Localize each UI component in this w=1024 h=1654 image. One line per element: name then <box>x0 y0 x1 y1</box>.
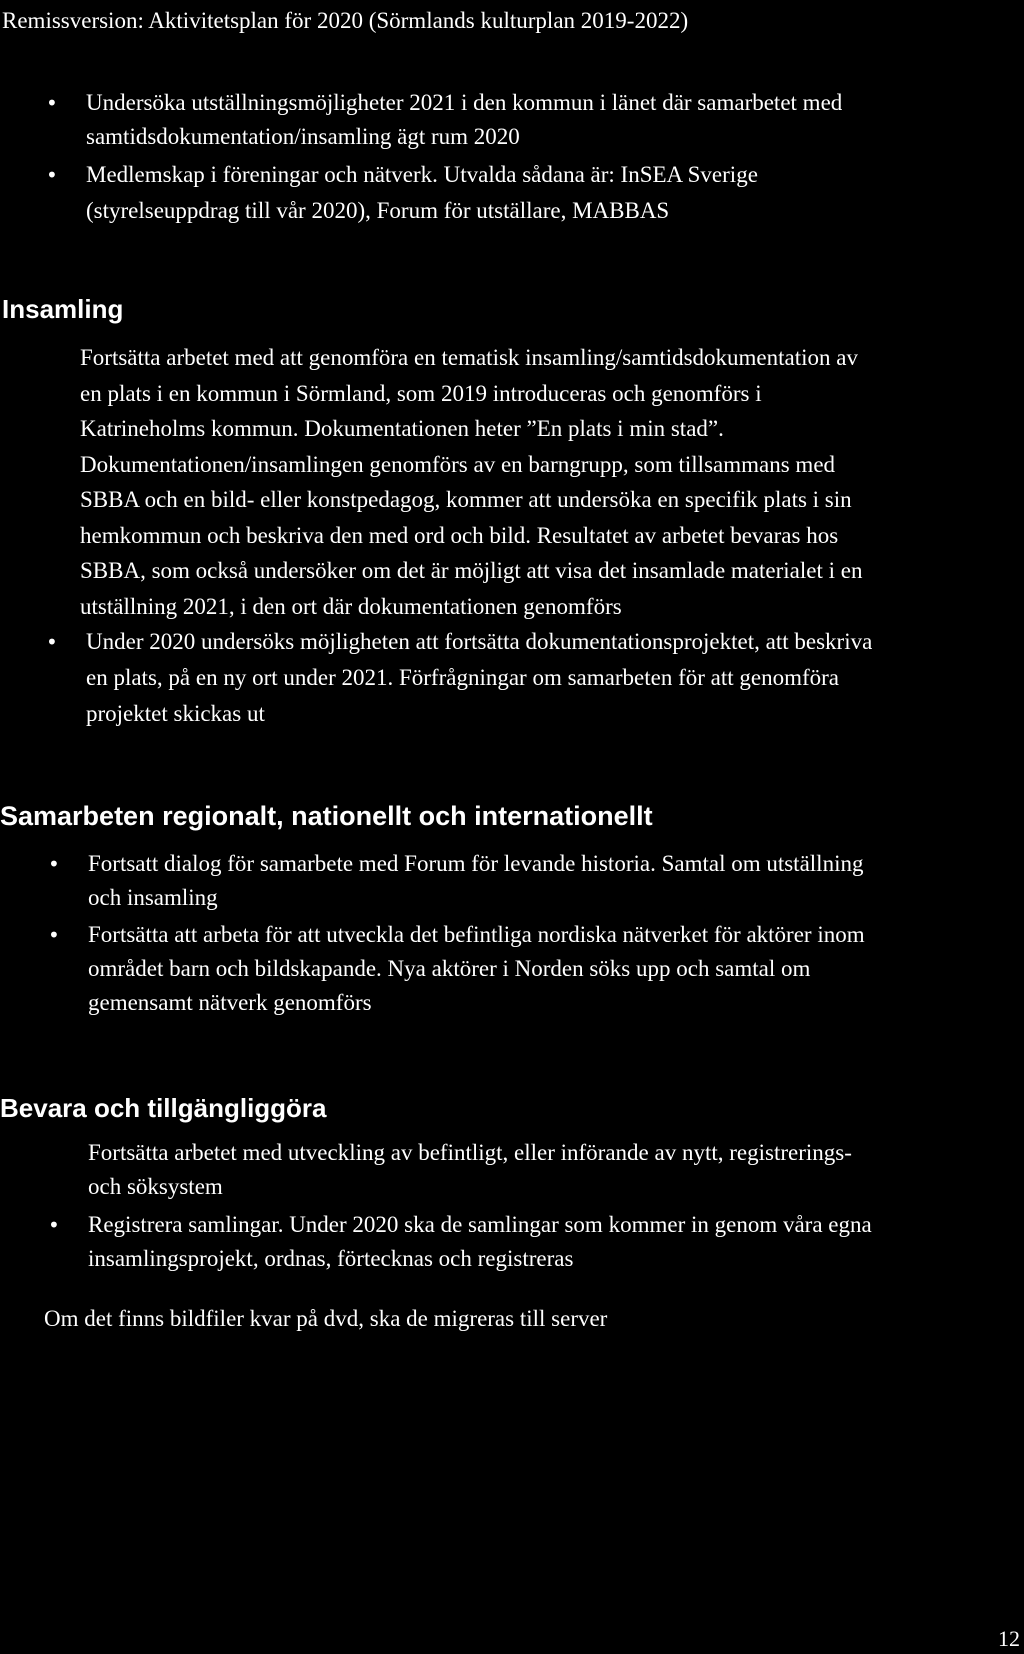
text-line: Fortsatt dialog för samarbete med Forum för levande historia. Samtal om utställning <box>88 851 864 876</box>
text-line: insamlingsprojekt, ordnas, förtecknas och registreras <box>88 1246 574 1271</box>
text-line: hemkommun och beskriva den med ord och bild. Resultatet av arbetet bevaras hos <box>80 522 839 548</box>
text-line: (styrelseuppdrag till vår 2020), Forum för utställare, MABBAS <box>86 198 670 223</box>
text-line: Katrineholms kommun. Dokumentationen heter ”En plats i min stad”. <box>80 416 724 441</box>
text-line: SBBA, som också undersöker om det är möjligt att visa det insamlade materialet i en <box>80 558 863 583</box>
text-line: samtidsdokumentation/insamling ägt rum 2020 <box>86 124 520 149</box>
text-line: och söksystem <box>88 1174 223 1199</box>
section-heading-insamling: Insamling <box>2 294 124 324</box>
bullet-icon: • <box>48 852 60 876</box>
list-item-registrera-samlingar <box>48 1208 872 1276</box>
list-item-forum-levande-historia <box>48 847 864 915</box>
text-line: och insamling <box>88 885 218 910</box>
text-line: Fortsätta att arbeta för att utveckla det befintliga nordiska nätverket för aktörer inom <box>88 922 865 947</box>
text-line: Fortsätta arbetet med utveckling av befintligt, eller införande av nytt, registrerings- <box>88 1140 852 1165</box>
text-line: Dokumentationen/insamlingen genomförs av en barngrupp, som tillsammans med <box>80 451 836 477</box>
text-line: Medlemskap i föreningar och nätverk. Utvalda sådana är: InSEA Sverige <box>86 162 758 187</box>
list-item-under-2020 <box>46 624 873 732</box>
text-line: gemensamt nätverk genomförs <box>88 990 372 1015</box>
page-header-title: Remissversion: Aktivitetsplan för 2020 (Sörmlands kulturplan 2019-2022) <box>2 8 689 33</box>
bullet-icon: • <box>46 630 58 654</box>
list-item-medlemskap <box>46 157 758 229</box>
insamling-paragraph <box>80 340 862 624</box>
text-line: Fortsätta arbetet med att genomföra en tematisk insamling/samtidsdokumentation av <box>80 345 858 370</box>
text-line: Under 2020 undersöks möjligheten att fortsätta dokumentationsprojektet, att beskriva <box>86 629 873 654</box>
section-heading-bevara: Bevara och tillgängliggöra <box>0 1093 327 1123</box>
bullet-icon: • <box>46 163 58 187</box>
list-item-utstallningsmojligheter <box>46 86 843 154</box>
bullet-icon: • <box>48 1213 60 1237</box>
text-line: området barn och bildskapande. Nya aktörer i Norden söks upp och samtal om <box>88 956 811 981</box>
text-line: en plats, på en ny ort under 2021. Förfrågningar om samarbeten för att genomföra <box>86 665 840 690</box>
text-line: Undersöka utställningsmöjligheter 2021 i den kommun i länet där samarbetet med <box>86 90 843 115</box>
list-item-nordiska-natverket <box>48 918 865 1020</box>
text-line: projektet skickas ut <box>86 701 265 726</box>
page-number: 12 <box>998 1626 1020 1651</box>
section-heading-samarbeten: Samarbeten regionalt, nationellt och internationellt <box>0 801 653 831</box>
closing-paragraph: Om det finns bildfiler kvar på dvd, ska de migreras till server <box>44 1306 608 1331</box>
text-line: SBBA och en bild- eller konstpedagog, kommer att undersöka en specifik plats i sin <box>80 487 852 512</box>
bullet-icon: • <box>46 91 58 115</box>
text-line: en plats i en kommun i Sörmland, som 2019 introduceras och genomförs i <box>80 380 762 406</box>
bevara-paragraph <box>88 1136 852 1204</box>
text-line: utställning 2021, i den ort där dokumentationen genomförs <box>80 593 622 619</box>
text-line: Registrera samlingar. Under 2020 ska de samlingar som kommer in genom våra egna <box>88 1212 872 1237</box>
bullet-icon: • <box>48 923 60 947</box>
